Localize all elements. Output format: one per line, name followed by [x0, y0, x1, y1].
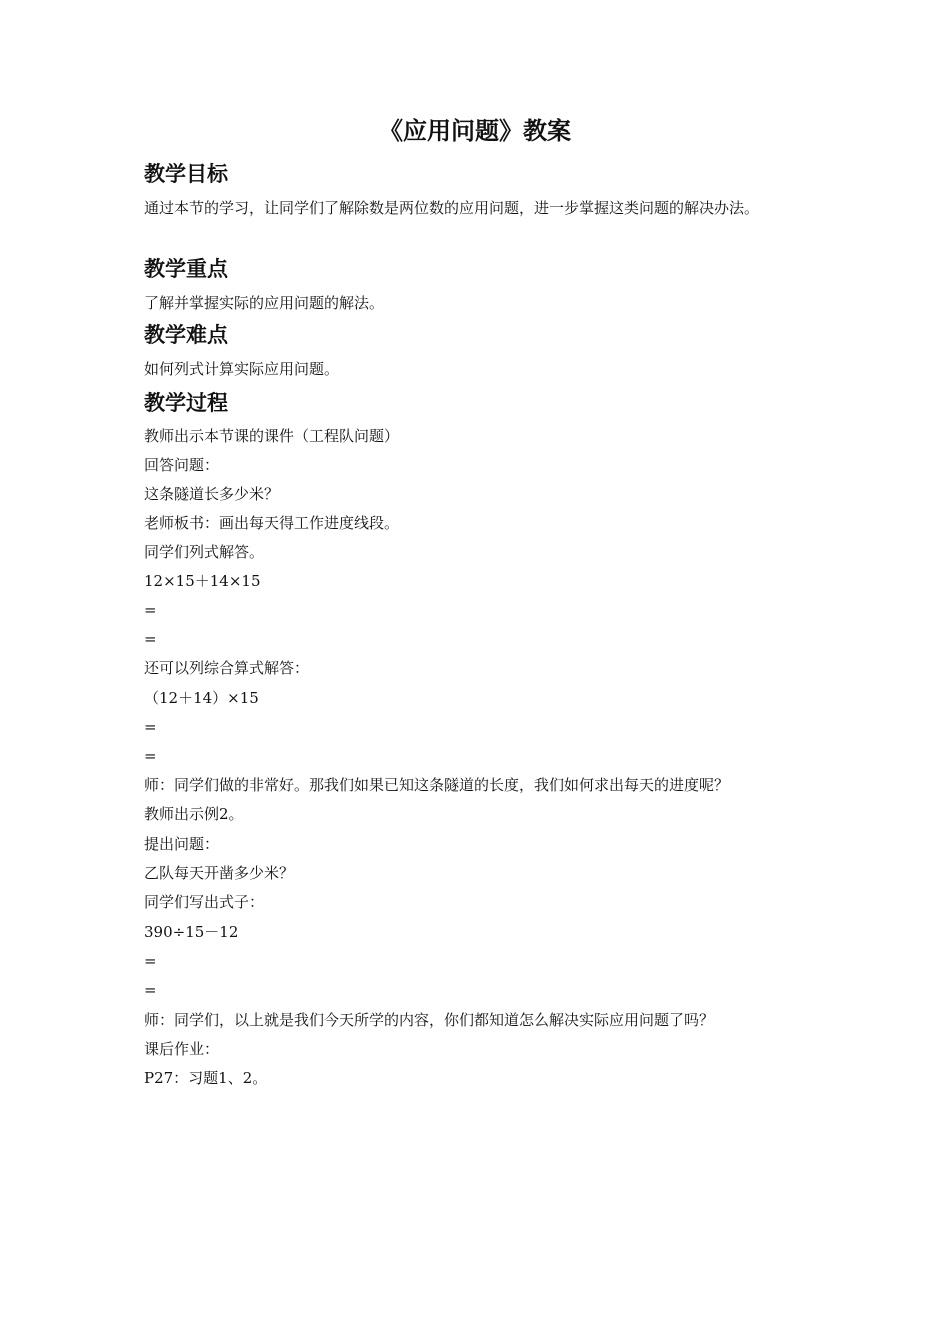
process-line: 同学们写出式子： — [144, 893, 265, 911]
process-line: = — [144, 718, 157, 736]
process-line: 师：同学们做的非常好。那我们如果已知这条隧道的长度，我们如何求出每天的进度呢？ — [144, 776, 730, 794]
key-points-text: 了解并掌握实际的应用问题的解法。 — [144, 294, 385, 312]
heading-difficulties: 教学难点 — [144, 323, 228, 347]
process-line: 课后作业： — [144, 1040, 220, 1058]
process-line: = — [144, 630, 157, 648]
process-line: 老师板书：画出每天得工作进度线段。 — [144, 514, 400, 532]
process-line: = — [144, 981, 157, 999]
heading-objective: 教学目标 — [144, 162, 228, 186]
heading-key-points: 教学重点 — [144, 257, 228, 281]
process-line: 390÷15－12 — [144, 923, 239, 941]
difficulties-text: 如何列式计算实际应用问题。 — [144, 360, 340, 378]
process-line: （12＋14）×15 — [144, 689, 259, 707]
process-line: 还可以列综合算式解答： — [144, 659, 310, 677]
process-line: 乙队每天开凿多少米？ — [144, 864, 295, 882]
process-line: 教师出示例2。 — [144, 805, 244, 823]
process-line: 12×15＋14×15 — [144, 572, 261, 590]
process-line: P27：习题1、2。 — [144, 1069, 268, 1087]
process-line: 回答问题： — [144, 456, 220, 474]
process-line: 这条隧道长多少米？ — [144, 485, 280, 503]
process-line: = — [144, 747, 157, 765]
process-line: 同学们列式解答。 — [144, 543, 265, 561]
process-line: 提出问题： — [144, 835, 220, 853]
heading-process: 教学过程 — [144, 391, 228, 415]
process-line: 教师出示本节课的课件（工程队问题） — [144, 427, 400, 445]
process-line: 师：同学们，以上就是我们今天所学的内容，你们都知道怎么解决实际应用问题了吗？ — [144, 1011, 715, 1029]
document-title: 《应用问题》教案 — [379, 117, 571, 145]
process-line: = — [144, 952, 157, 970]
process-line: = — [144, 601, 157, 619]
objective-text: 通过本节的学习，让同学们了解除数是两位数的应用问题，进一步掌握这类问题的解决办法。 — [144, 199, 760, 217]
